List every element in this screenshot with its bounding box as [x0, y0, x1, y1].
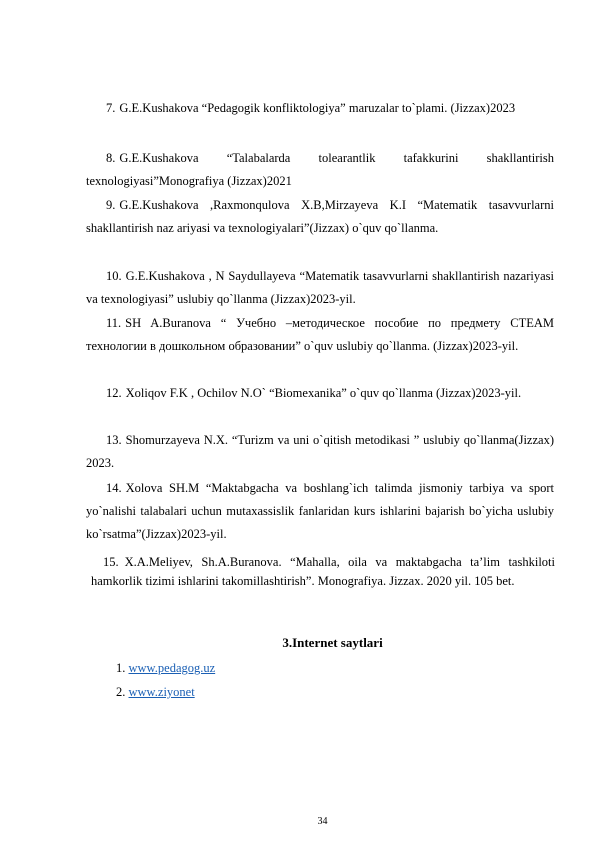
- reference-12: [86, 382, 554, 405]
- reference-text: X.A.Meliyev, Sh.A.Buranova. “Mahalla, oila va maktabgacha ta’lim tashkiloti hamkorlik tizimi ishlarini takomillashtirish”. Monografiya. Jizzax. 2020 yil. 105 bet.: [91, 555, 555, 588]
- reference-text: G.E.Kushakova , N Saydullayeva “Matematik tasavvurlarni shakllantirish nazariyasi va texnologiyasi” uslubiy qo`llanma (Jizzax)2023-yil.: [86, 269, 554, 306]
- reference-8: [86, 147, 554, 193]
- reference-7: [86, 97, 554, 120]
- reference-number: 11.: [106, 316, 122, 330]
- reference-number: 9.: [106, 198, 116, 212]
- reference-number: 8.: [106, 151, 116, 165]
- reference-14: [86, 477, 554, 546]
- link-item-2: [116, 683, 195, 701]
- reference-number: 7.: [106, 101, 116, 115]
- website-link[interactable]: www.pedagog.uz: [128, 661, 216, 675]
- section-heading: 3.Internet saytlari: [282, 635, 383, 650]
- reference-10: [86, 265, 554, 311]
- link-number: 1.: [116, 661, 126, 675]
- link-number: 2.: [116, 685, 126, 699]
- reference-number: 13.: [106, 433, 122, 447]
- reference-13: [86, 429, 554, 475]
- reference-number: 15.: [103, 555, 119, 569]
- link-item-1: [116, 659, 215, 677]
- reference-number: 12.: [106, 386, 122, 400]
- page-number: 34: [317, 816, 328, 827]
- reference-text: G.E.Kushakova “Pedagogik konfliktologiya” maruzalar to`plami. (Jizzax)2023: [119, 101, 516, 115]
- reference-15: [91, 553, 555, 591]
- reference-text: SH A.Buranova “ Учебно –методическое пособие по предмету СТЕАМ технологии в дошкольном образовании” o`quv uslubiy qo`llanma. (Jizzax)2023-yil.: [86, 316, 554, 353]
- reference-9: [86, 194, 554, 240]
- reference-text: Shomurzayeva N.X. “Turizm va uni o`qitish metodikasi ” uslubiy qo`llanma(Jizzax) 2023.: [86, 433, 554, 470]
- reference-number: 14.: [106, 481, 122, 495]
- reference-text: Xoliqov F.K , Ochilov N.O` “Biomexanika” o`quv qo`llanma (Jizzax)2023-yil.: [125, 386, 522, 400]
- reference-number: 10.: [106, 269, 122, 283]
- reference-text: G.E.Kushakova “Talabalarda tolearantlik tafakkurini shakllantirish texnologiyasi”Monografiya (Jizzax)2021: [86, 151, 554, 188]
- reference-text: G.E.Kushakova ,Raxmonqulova X.B,Mirzayeva K.I “Matematik tasavvurlarni shakllantirish naz ariyasi va texnologiyalari”(Jizzax) o`quv qo`llanma.: [86, 198, 554, 235]
- reference-text: Xolova SH.M “Maktabgacha va boshlang`ich talimda jismoniy tarbiya va sport yo`nalishi talabalari uchun mutaxassislik fanlaridan kurs ishlarini bajarish bo`yicha uslubiy ko`rsatma”(Jizzax)2023-yil.: [86, 481, 554, 541]
- reference-11: [86, 312, 554, 358]
- website-link[interactable]: www.ziyonet: [128, 685, 195, 699]
